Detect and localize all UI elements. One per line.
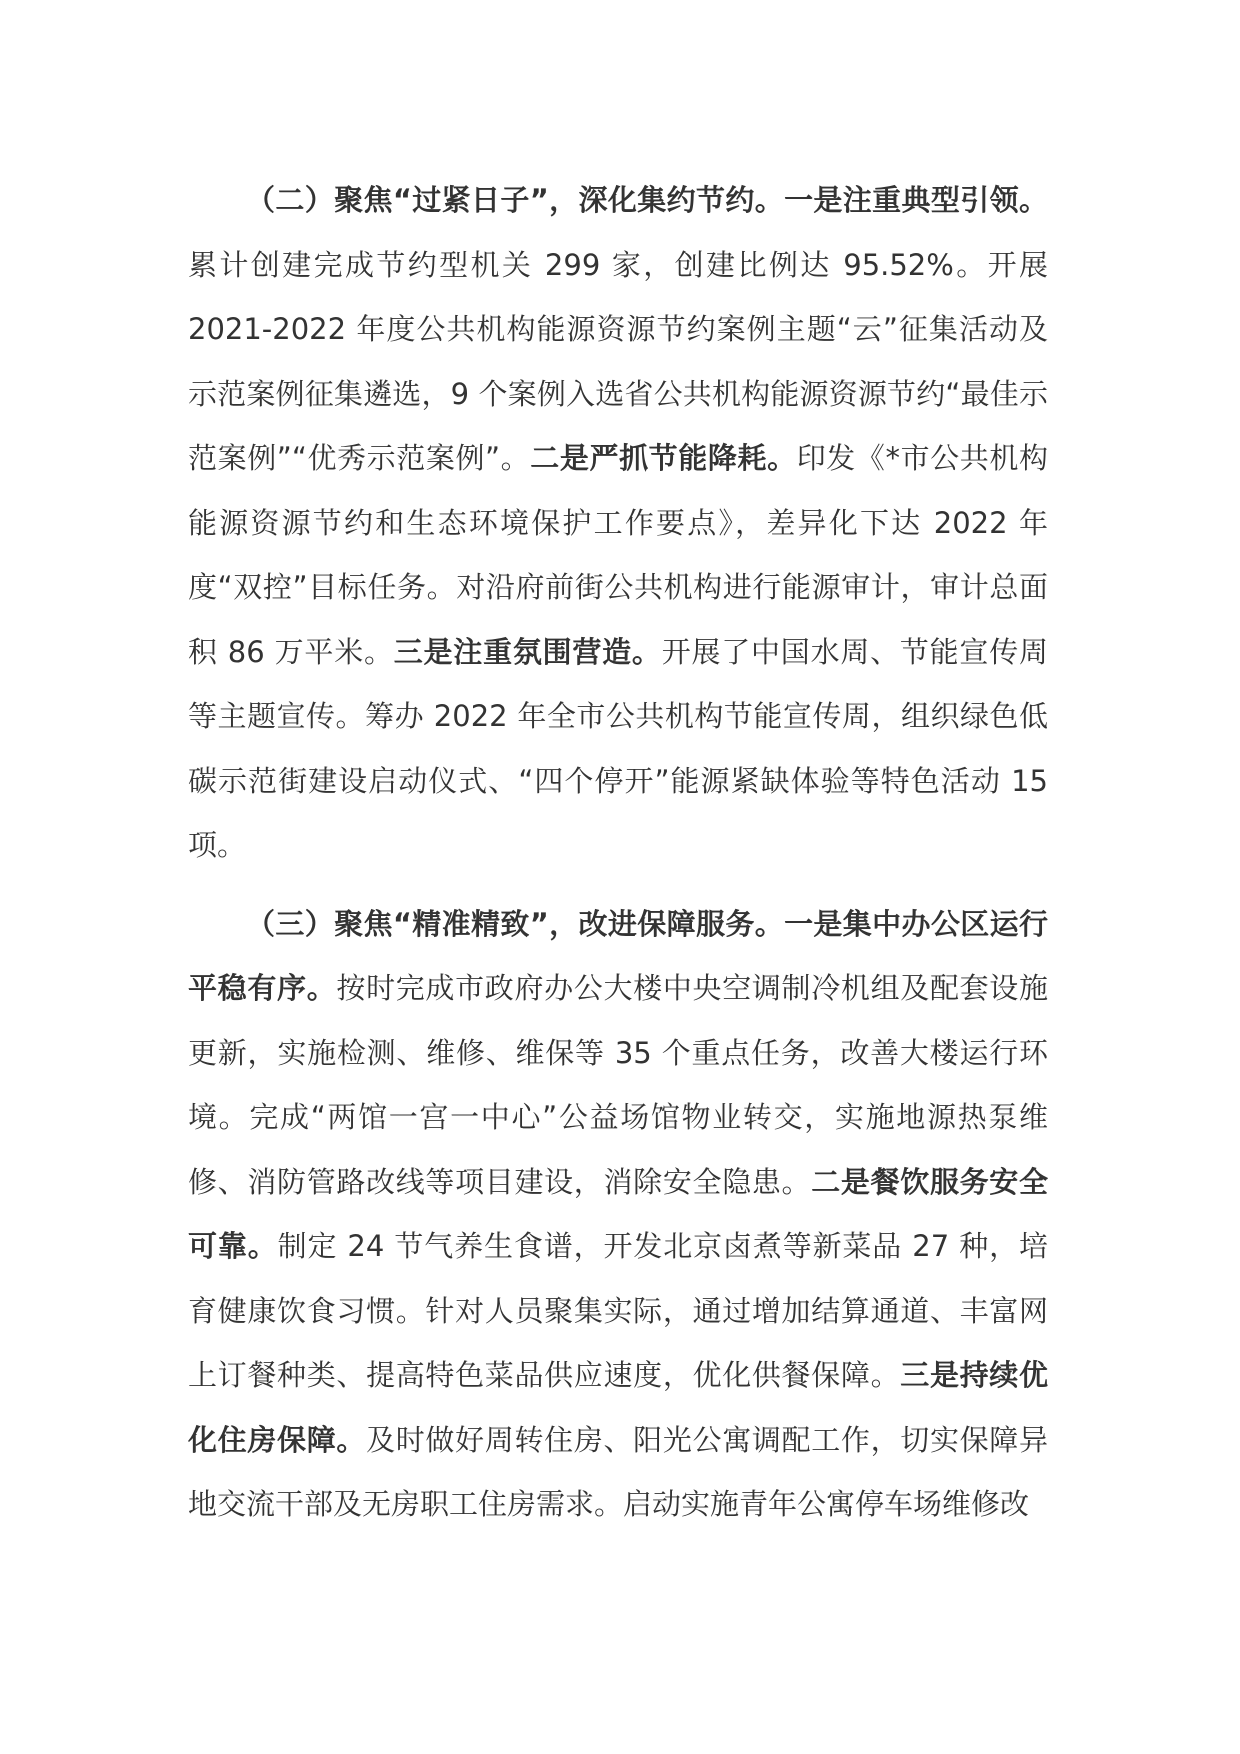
document-body	[188, 168, 1048, 1537]
body-text: 按时完成市政府办公大楼中央空调制冷机组及配套设施更新，实施检测、维修、维保等 35 个重点任务，改善大楼运行环境。完成“两馆一宫一中心”公益场馆物业转交，实施地源热泵维修、消防管路改线等项目建设，消除安全隐患。	[188, 971, 1048, 1199]
key-point-label: 三是注重氛围营造。	[393, 634, 662, 669]
section-heading: （二）聚焦“过紧日子”，深化集约节约。	[246, 183, 785, 217]
body-text: 及时做好周转住房、阳光公寓调配工作，切实保障异地交流干部及无房职工住房需求。启动实施青年公寓停车场维修改	[188, 1422, 1048, 1521]
section-heading: （三）聚焦“精准精致”，改进保障服务。	[246, 906, 785, 941]
paragraph-service	[188, 892, 1048, 1537]
key-point-label: 二是严抓节能降耗。	[530, 441, 797, 475]
paragraph-frugality	[188, 168, 1048, 878]
body-text: 印发《*市公共机构能源资源节约和生态环境保护工作要点》，差异化下达 2022 年度“双控”目标任务。对沿府前街公共机构进行能源审计，审计总面积 86 万平米。	[188, 441, 1048, 669]
body-text: 开展了中国水周、节能宣传周等主题宣传。筹办 2022 年全市公共机构节能宣传周，组织绿色低碳示范街建设启动仪式、“四个停开”能源紧缺体验等特色活动 15 项。	[188, 634, 1048, 862]
key-point-label: 二是餐饮服务安全可靠。	[188, 1164, 1048, 1263]
body-text: 累计创建完成节约型机关 299 家，创建比例达 95.52%。开展 2021-2022 年度公共机构能源资源节约案例主题“云”征集活动及示范案例征集遴选，9 个案例入选省公共机构能源资源节约“最佳示范案例”“优秀示范案例”。	[188, 247, 1048, 475]
key-point-label: 三是持续优化住房保障。	[188, 1358, 1048, 1457]
body-text: 制定 24 节气养生食谱，开发北京卤煮等新菜品 27 种，培育健康饮食习惯。针对人员聚集实际，通过增加结算通道、丰富网上订餐种类、提高特色菜品供应速度，优化供餐保障。	[188, 1229, 1048, 1392]
key-point-label: 一是注重典型引领。	[784, 183, 1048, 217]
key-point-label: 一是集中办公区运行平稳有序。	[188, 906, 1048, 1005]
